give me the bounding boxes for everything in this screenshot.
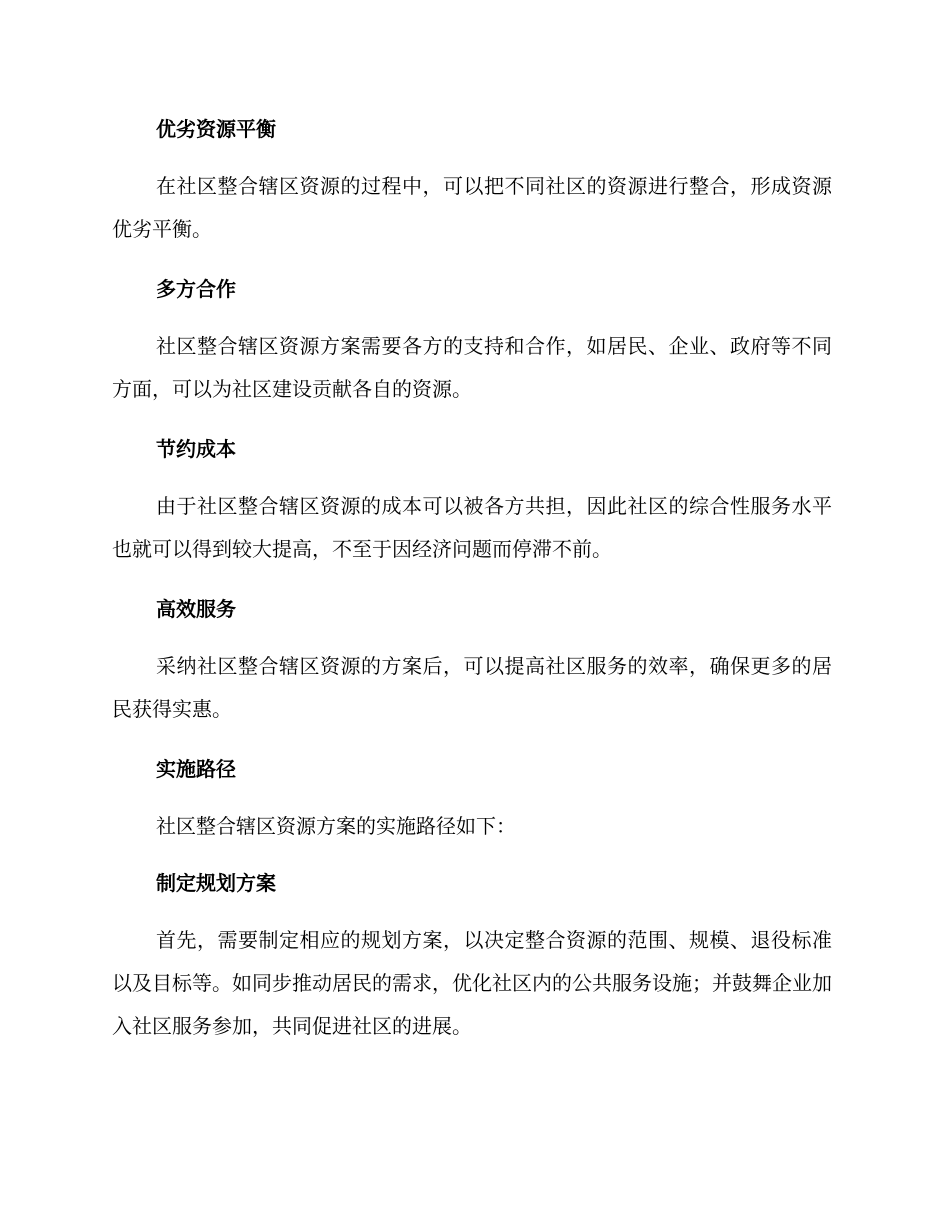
heading-text: 节约成本 <box>156 437 236 461</box>
section-heading-5 <box>112 755 832 783</box>
heading-text: 实施路径 <box>156 757 236 781</box>
section-heading-4 <box>112 595 832 623</box>
paragraph-text: 采纳社区整合辖区资源的方案后，可以提高社区服务的效率，确保更多的居民获得实惠。 <box>112 654 832 721</box>
section-paragraph-1 <box>112 165 832 251</box>
paragraph-text: 社区整合辖区资源方案的实施路径如下： <box>156 814 516 838</box>
paragraph-text: 首先，需要制定相应的规划方案，以决定整合资源的范围、规模、退役标准以及目标等。如同步推动居民的需求，优化社区内的公共服务设施；并鼓舞企业加入社区服务参加，共同促进社区的进展。 <box>112 928 832 1038</box>
section-paragraph-2 <box>112 325 832 411</box>
paragraph-text: 由于社区整合辖区资源的成本可以被各方共担，因此社区的综合性服务水平也就可以得到较大提高，不至于因经济问题而停滞不前。 <box>112 494 832 561</box>
paragraph-text: 社区整合辖区资源方案需要各方的支持和合作，如居民、企业、政府等不同方面，可以为社区建设贡献各自的资源。 <box>112 334 832 401</box>
paragraph-text: 在社区整合辖区资源的过程中，可以把不同社区的资源进行整合，形成资源优劣平衡。 <box>112 174 832 241</box>
section-paragraph-3 <box>112 485 832 571</box>
section-heading-2 <box>112 275 832 303</box>
heading-text: 高效服务 <box>156 597 236 621</box>
section-paragraph-5 <box>112 805 832 848</box>
heading-text: 多方合作 <box>156 277 236 301</box>
section-heading-6 <box>112 869 832 897</box>
heading-text: 优劣资源平衡 <box>156 117 276 141</box>
section-heading-1 <box>112 115 832 143</box>
section-heading-3 <box>112 435 832 463</box>
section-paragraph-4 <box>112 645 832 731</box>
heading-text: 制定规划方案 <box>156 871 276 895</box>
section-paragraph-6 <box>112 919 832 1048</box>
